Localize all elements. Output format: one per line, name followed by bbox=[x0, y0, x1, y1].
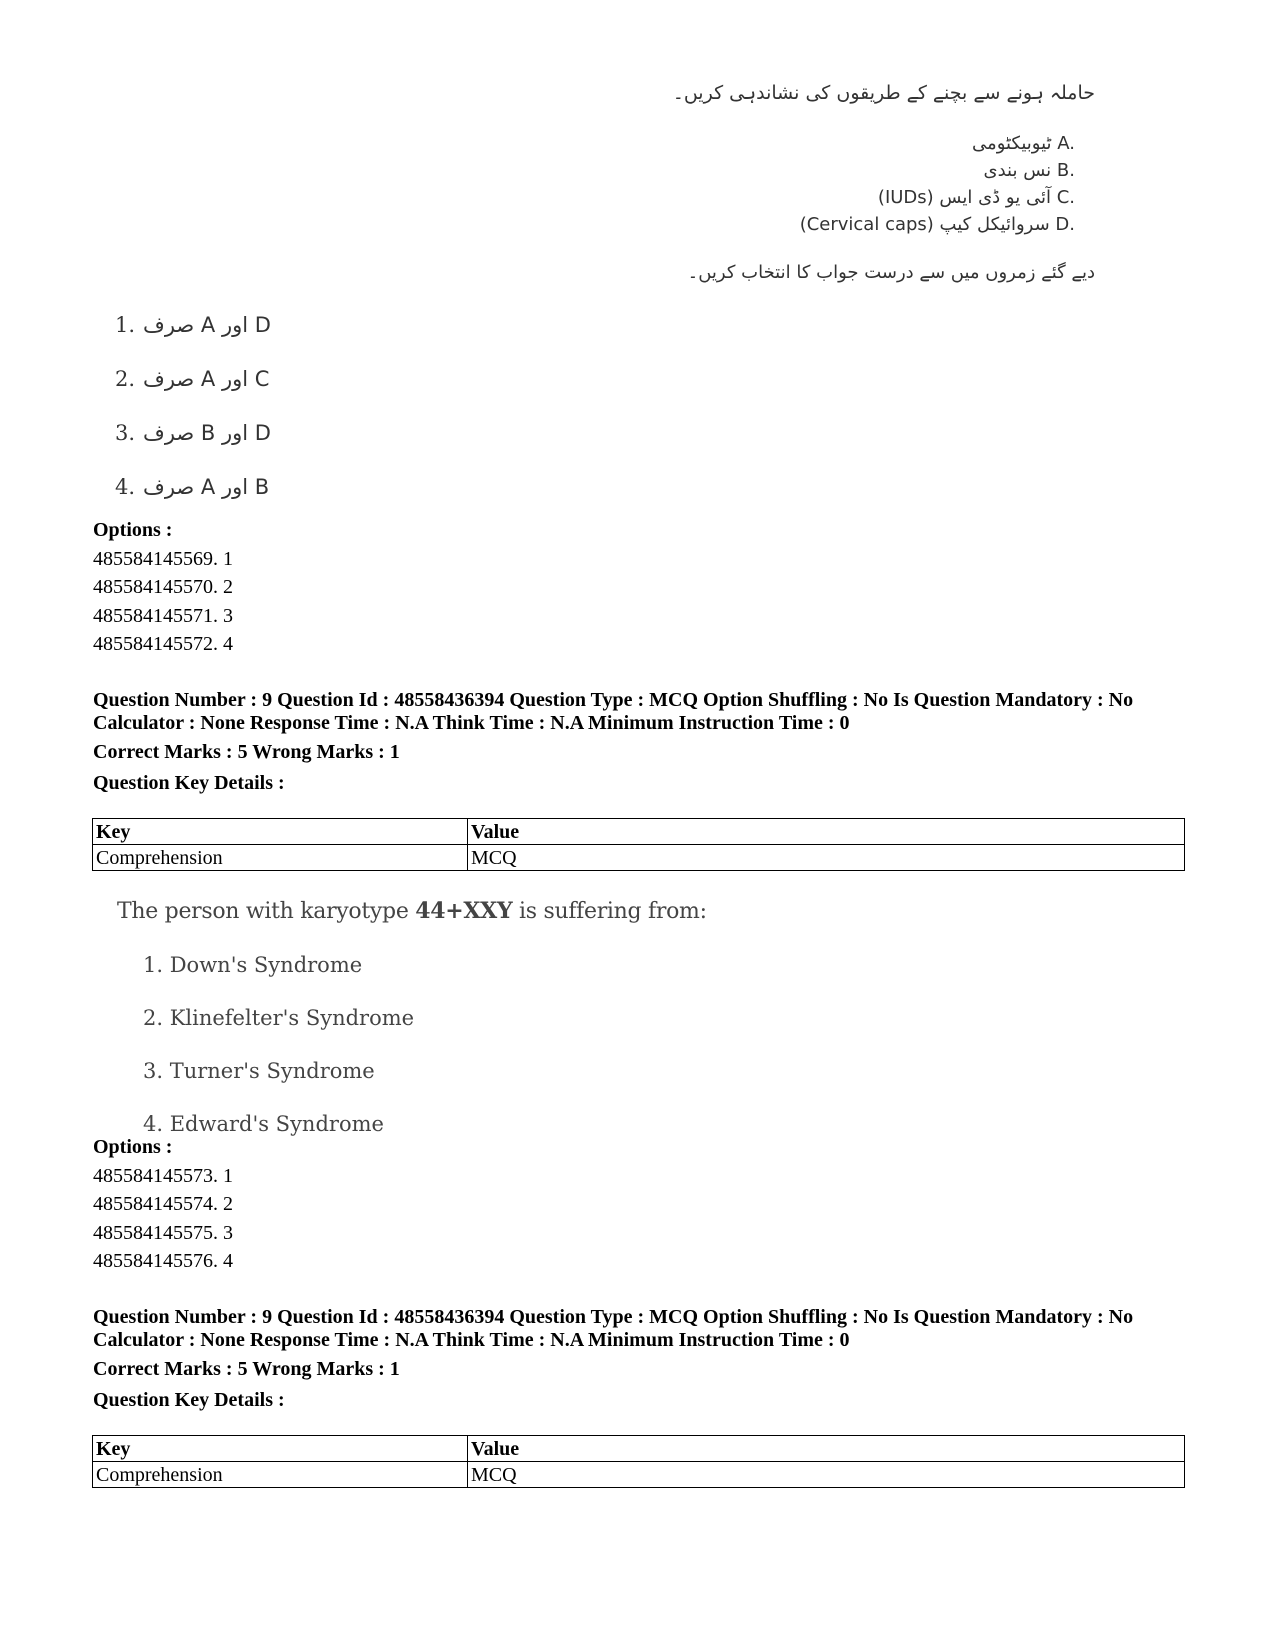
choice-number: 4. bbox=[115, 475, 136, 499]
urdu-statement-b bbox=[575, 157, 1075, 184]
choice-text: صرف B اور D bbox=[143, 421, 271, 445]
key-details-heading: Question Key Details : bbox=[93, 772, 285, 794]
statement-label: A. bbox=[1057, 133, 1075, 154]
table-cell-value: MCQ bbox=[468, 1462, 1185, 1488]
urdu-statement-d bbox=[575, 211, 1075, 238]
statement-text: سروائیکل کیپ (Cervical caps) bbox=[799, 214, 1050, 235]
english-choice: 4. Edward's Syndrome bbox=[143, 1112, 384, 1136]
table-row bbox=[93, 1462, 1185, 1488]
urdu-choice-list bbox=[115, 310, 515, 526]
option-id: 485584145575. 3 bbox=[93, 1221, 233, 1244]
urdu-statement-c bbox=[575, 184, 1075, 211]
option-id: 485584145574. 2 bbox=[93, 1193, 233, 1215]
marks-line: Correct Marks : 5 Wrong Marks : 1 bbox=[93, 1358, 400, 1380]
statement-label: C. bbox=[1056, 187, 1075, 208]
urdu-choice bbox=[115, 364, 515, 418]
table-header-value: Value bbox=[468, 1436, 1185, 1462]
urdu-statement-list bbox=[575, 130, 1075, 238]
urdu-choice bbox=[115, 310, 515, 364]
option-id: 485584145576. 4 bbox=[93, 1250, 233, 1272]
question-meta-line2: Calculator : None Response Time : N.A Think Time : N.A Minimum Instruction Time : 0 bbox=[93, 1329, 850, 1351]
table-header-key: Key bbox=[93, 819, 468, 845]
option-id: 485584145573. 1 bbox=[93, 1164, 233, 1187]
option-id: 485584145569. 1 bbox=[93, 547, 233, 570]
choice-text: صرف A اور B bbox=[143, 475, 270, 499]
key-value-table-2 bbox=[92, 1435, 1185, 1488]
urdu-choice bbox=[115, 418, 515, 472]
options-heading: Options : bbox=[93, 1136, 173, 1158]
question-meta-line1: Question Number : 9 Question Id : 48558436394 Question Type : MCQ Option Shuffling : No Is Question Mandatory : No bbox=[93, 689, 1134, 711]
key-value-table-1 bbox=[92, 818, 1185, 871]
english-choice-list bbox=[143, 950, 414, 1162]
english-choice: 2. Klinefelter's Syndrome bbox=[143, 1006, 415, 1030]
option-id: 485584145570. 2 bbox=[93, 576, 233, 598]
question-meta-2 bbox=[93, 1306, 1183, 1414]
question-meta-line1: Question Number : 9 Question Id : 48558436394 Question Type : MCQ Option Shuffling : No Is Question Mandatory : No bbox=[93, 1306, 1134, 1328]
table-cell-value: MCQ bbox=[468, 845, 1185, 871]
key-details-heading: Question Key Details : bbox=[93, 1389, 285, 1411]
english-question-stem bbox=[117, 898, 707, 924]
table-header-key: Key bbox=[93, 1436, 468, 1462]
english-choice: 3. Turner's Syndrome bbox=[143, 1059, 375, 1083]
table-cell-key: Comprehension bbox=[93, 845, 468, 871]
statement-label: D. bbox=[1055, 214, 1075, 235]
table-header-value: Value bbox=[468, 819, 1185, 845]
marks-line: Correct Marks : 5 Wrong Marks : 1 bbox=[93, 741, 400, 763]
table-header-row bbox=[93, 819, 1185, 845]
statement-text: آئی یو ڈی ایس (IUDs) bbox=[877, 187, 1051, 208]
table-header-row bbox=[93, 1436, 1185, 1462]
table-cell-key: Comprehension bbox=[93, 1462, 468, 1488]
option-id: 485584145572. 4 bbox=[93, 633, 233, 655]
urdu-statement-a bbox=[575, 130, 1075, 157]
options-block-1 bbox=[93, 516, 1183, 659]
stem-text: The person with karyotype bbox=[117, 899, 416, 924]
choice-text: صرف A اور D bbox=[143, 313, 271, 337]
statement-text: نس بندی bbox=[983, 160, 1052, 181]
option-id: 485584145571. 3 bbox=[93, 604, 233, 627]
english-choice: 1. Down's Syndrome bbox=[143, 953, 363, 977]
question-meta-1 bbox=[93, 689, 1183, 797]
choice-number: 2. bbox=[115, 367, 136, 391]
choice-number: 1. bbox=[115, 313, 136, 337]
karyotype-text: 44+XXY bbox=[415, 898, 513, 924]
options-heading: Options : bbox=[93, 519, 173, 541]
statement-label: B. bbox=[1056, 160, 1075, 181]
question-meta-line2: Calculator : None Response Time : N.A Think Time : N.A Minimum Instruction Time : 0 bbox=[93, 712, 850, 734]
urdu-instruction: دیے گئے زمروں میں سے درست جواب کا انتخاب کریں۔ bbox=[687, 262, 1095, 283]
stem-text: is suffering from: bbox=[512, 899, 707, 924]
table-row bbox=[93, 845, 1185, 871]
choice-text: صرف A اور C bbox=[143, 367, 270, 391]
urdu-question-stem: حاملہ ہونے سے بچنے کے طریقوں کی نشاندہی کریں۔ bbox=[672, 82, 1095, 104]
options-block-2 bbox=[93, 1133, 1183, 1276]
choice-number: 3. bbox=[115, 421, 136, 445]
urdu-question-image bbox=[575, 82, 1095, 283]
statement-text: ٹیوبیکٹومی bbox=[972, 133, 1052, 154]
